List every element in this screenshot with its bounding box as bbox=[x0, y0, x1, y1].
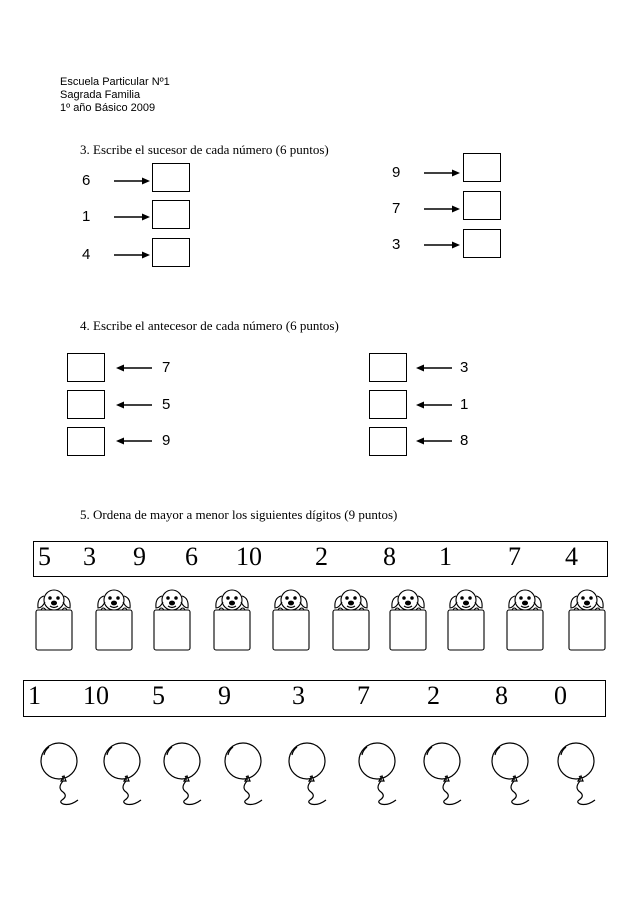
answer-box[interactable] bbox=[152, 200, 190, 229]
predecessor-number: 7 bbox=[162, 359, 171, 376]
puppy-in-box-icon[interactable] bbox=[504, 586, 546, 652]
right-arrow-icon bbox=[424, 168, 460, 178]
sequence-digit: 7 bbox=[357, 681, 370, 710]
sequence-digit: 5 bbox=[38, 542, 51, 571]
section5-instruction: 5. Ordena de mayor a menor los siguientes dígitos (9 puntos) bbox=[80, 507, 398, 522]
left-arrow-icon bbox=[116, 363, 152, 373]
balloon-icon[interactable] bbox=[421, 742, 463, 806]
sequence-digit: 0 bbox=[554, 681, 567, 710]
balloon-icon[interactable] bbox=[356, 742, 398, 806]
successor-number: 3 bbox=[392, 236, 401, 253]
puppy-in-box-icon[interactable] bbox=[93, 586, 135, 652]
answer-box[interactable] bbox=[369, 390, 407, 419]
predecessor-number: 5 bbox=[162, 396, 171, 413]
sequence-digit: 7 bbox=[508, 542, 521, 571]
section4-instruction: 4. Escribe el antecesor de cada número (6 puntos) bbox=[80, 318, 339, 333]
sequence-digit: 3 bbox=[292, 681, 305, 710]
sequence-digit: 1 bbox=[28, 681, 41, 710]
answer-box[interactable] bbox=[67, 427, 105, 456]
sequence-digit: 2 bbox=[427, 681, 440, 710]
puppy-in-box-icon[interactable] bbox=[566, 586, 608, 652]
answer-box[interactable] bbox=[369, 427, 407, 456]
predecessor-number: 8 bbox=[460, 432, 469, 449]
puppy-in-box-icon[interactable] bbox=[445, 586, 487, 652]
answer-box[interactable] bbox=[463, 153, 501, 182]
answer-box[interactable] bbox=[67, 353, 105, 382]
sequence-digit: 3 bbox=[83, 542, 96, 571]
answer-box[interactable] bbox=[67, 390, 105, 419]
answer-box[interactable] bbox=[463, 229, 501, 258]
sequence-digit: 1 bbox=[439, 542, 452, 571]
balloon-icon[interactable] bbox=[101, 742, 143, 806]
successor-number: 6 bbox=[82, 172, 91, 189]
puppy-in-box-icon[interactable] bbox=[330, 586, 372, 652]
puppy-in-box-icon[interactable] bbox=[151, 586, 193, 652]
answer-box[interactable] bbox=[369, 353, 407, 382]
successor-number: 7 bbox=[392, 200, 401, 217]
puppy-in-box-icon[interactable] bbox=[387, 586, 429, 652]
sequence-digit: 8 bbox=[495, 681, 508, 710]
successor-number: 4 bbox=[82, 246, 91, 263]
puppy-in-box-icon[interactable] bbox=[270, 586, 312, 652]
sequence-digit: 4 bbox=[565, 542, 578, 571]
left-arrow-icon bbox=[116, 436, 152, 446]
successor-number: 1 bbox=[82, 208, 91, 225]
school-subname: Sagrada Familia bbox=[60, 89, 141, 101]
successor-number: 9 bbox=[392, 164, 401, 181]
left-arrow-icon bbox=[416, 436, 452, 446]
puppy-in-box-icon[interactable] bbox=[211, 586, 253, 652]
predecessor-number: 1 bbox=[460, 396, 469, 413]
balloon-icon[interactable] bbox=[38, 742, 80, 806]
sequence-digit: 6 bbox=[185, 542, 198, 571]
sequence-digit: 2 bbox=[315, 542, 328, 571]
sequence-digit: 9 bbox=[218, 681, 231, 710]
right-arrow-icon bbox=[114, 250, 150, 260]
digit-sequence-row-2 bbox=[23, 680, 606, 717]
balloon-icon[interactable] bbox=[161, 742, 203, 806]
balloon-icon[interactable] bbox=[489, 742, 531, 806]
left-arrow-icon bbox=[416, 363, 452, 373]
school-name: Escuela Particular Nº1 bbox=[60, 76, 170, 88]
balloon-icon[interactable] bbox=[222, 742, 264, 806]
right-arrow-icon bbox=[114, 176, 150, 186]
answer-box[interactable] bbox=[152, 163, 190, 192]
answer-box[interactable] bbox=[463, 191, 501, 220]
answer-box[interactable] bbox=[152, 238, 190, 267]
right-arrow-icon bbox=[114, 212, 150, 222]
sequence-digit: 8 bbox=[383, 542, 396, 571]
puppy-in-box-icon[interactable] bbox=[33, 586, 75, 652]
left-arrow-icon bbox=[416, 400, 452, 410]
sequence-digit: 5 bbox=[152, 681, 165, 710]
predecessor-number: 3 bbox=[460, 359, 469, 376]
balloon-icon[interactable] bbox=[555, 742, 597, 806]
sequence-digit: 10 bbox=[83, 681, 109, 710]
sequence-digit: 9 bbox=[133, 542, 146, 571]
section3-instruction: 3. Escribe el sucesor de cada número (6 puntos) bbox=[80, 142, 329, 157]
right-arrow-icon bbox=[424, 204, 460, 214]
digit-sequence-row-1 bbox=[33, 541, 608, 577]
balloon-icon[interactable] bbox=[286, 742, 328, 806]
left-arrow-icon bbox=[116, 400, 152, 410]
sequence-digit: 10 bbox=[236, 542, 262, 571]
right-arrow-icon bbox=[424, 240, 460, 250]
grade-year: 1º año Básico 2009 bbox=[60, 102, 156, 114]
predecessor-number: 9 bbox=[162, 432, 171, 449]
